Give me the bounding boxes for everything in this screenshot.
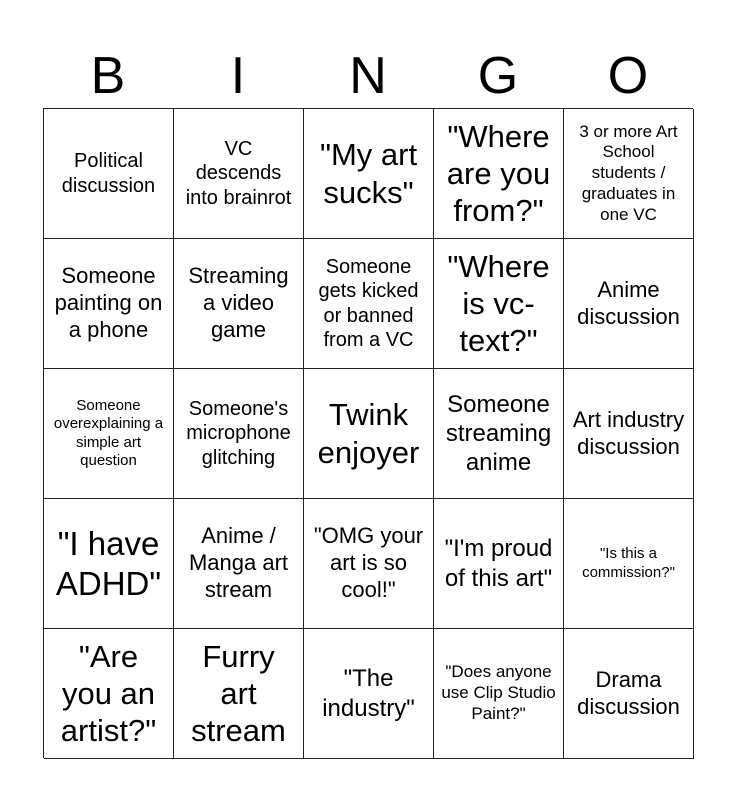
cell-text: "Is this a commission?" [582, 545, 675, 581]
cell-text: Anime / Manga art stream [188, 523, 289, 602]
bingo-cell[interactable] [434, 499, 564, 629]
bingo-cell[interactable] [174, 239, 304, 369]
cell-text: Art industry discussion [572, 406, 685, 459]
cell-text: VC descends into brainrot [185, 137, 292, 209]
bingo-cell[interactable] [564, 499, 694, 629]
bingo-cell[interactable] [174, 109, 304, 239]
bingo-cell[interactable] [44, 499, 174, 629]
cell-text: "OMG your art is so cool!" [313, 523, 424, 602]
bingo-cell[interactable] [564, 109, 694, 239]
bingo-cell[interactable] [434, 369, 564, 499]
bingo-header [43, 44, 693, 108]
bingo-cell[interactable] [44, 239, 174, 369]
cell-text: Someone overexplaining a simple art question [53, 396, 164, 469]
bingo-cell[interactable] [174, 629, 304, 759]
cell-text: Someone's microphone glitching [186, 397, 291, 469]
bingo-cell[interactable] [564, 629, 694, 759]
bingo-cell[interactable] [304, 109, 434, 239]
cell-text: "Where is vc-text?" [447, 248, 550, 359]
header-letter-n: N [349, 47, 387, 105]
header-letter-i: I [230, 47, 246, 105]
cell-text: 3 or more Art School students / graduates in one VC [579, 121, 678, 224]
bingo-board [43, 108, 693, 758]
cell-text: Someone streaming anime [445, 390, 552, 477]
cell-text: Political discussion [61, 150, 156, 197]
bingo-cell[interactable] [174, 369, 304, 499]
bingo-cell[interactable] [564, 239, 694, 369]
bingo-cell[interactable] [434, 109, 564, 239]
header-letter-o: O [607, 47, 649, 105]
cell-text: Someone gets kicked or banned from a VC [318, 255, 419, 351]
bingo-cell[interactable] [44, 369, 174, 499]
bingo-cell[interactable] [174, 499, 304, 629]
bingo-cell[interactable] [304, 499, 434, 629]
bingo-cell[interactable] [44, 629, 174, 759]
cell-text: Streaming a video game [188, 263, 289, 342]
header-letter-g: G [477, 47, 519, 105]
cell-text: "The industry" [322, 665, 415, 722]
cell-text: "Are you an artist?" [60, 638, 157, 749]
bingo-cell[interactable] [44, 109, 174, 239]
cell-text: Anime discussion [577, 276, 680, 329]
cell-text: Someone painting on a phone [54, 263, 163, 342]
header-letter-b: B [90, 47, 126, 105]
bingo-cell[interactable] [304, 239, 434, 369]
bingo-cell[interactable] [434, 629, 564, 759]
bingo-cell[interactable] [434, 239, 564, 369]
cell-text: "Where are you from?" [446, 118, 551, 229]
bingo-cell[interactable] [304, 369, 434, 499]
cell-text: Furry art stream [191, 638, 286, 749]
cell-text: "Does anyone use Clip Studio Paint?" [441, 662, 556, 723]
bingo-cell[interactable] [564, 369, 694, 499]
cell-text: "My art sucks" [319, 137, 418, 210]
cell-text: "I'm proud of this art" [444, 535, 553, 592]
cell-text: Twink enjoyer [317, 397, 420, 470]
cell-text: Drama discussion [577, 666, 680, 719]
bingo-cell[interactable] [304, 629, 434, 759]
cell-text: "I have ADHD" [55, 524, 162, 602]
